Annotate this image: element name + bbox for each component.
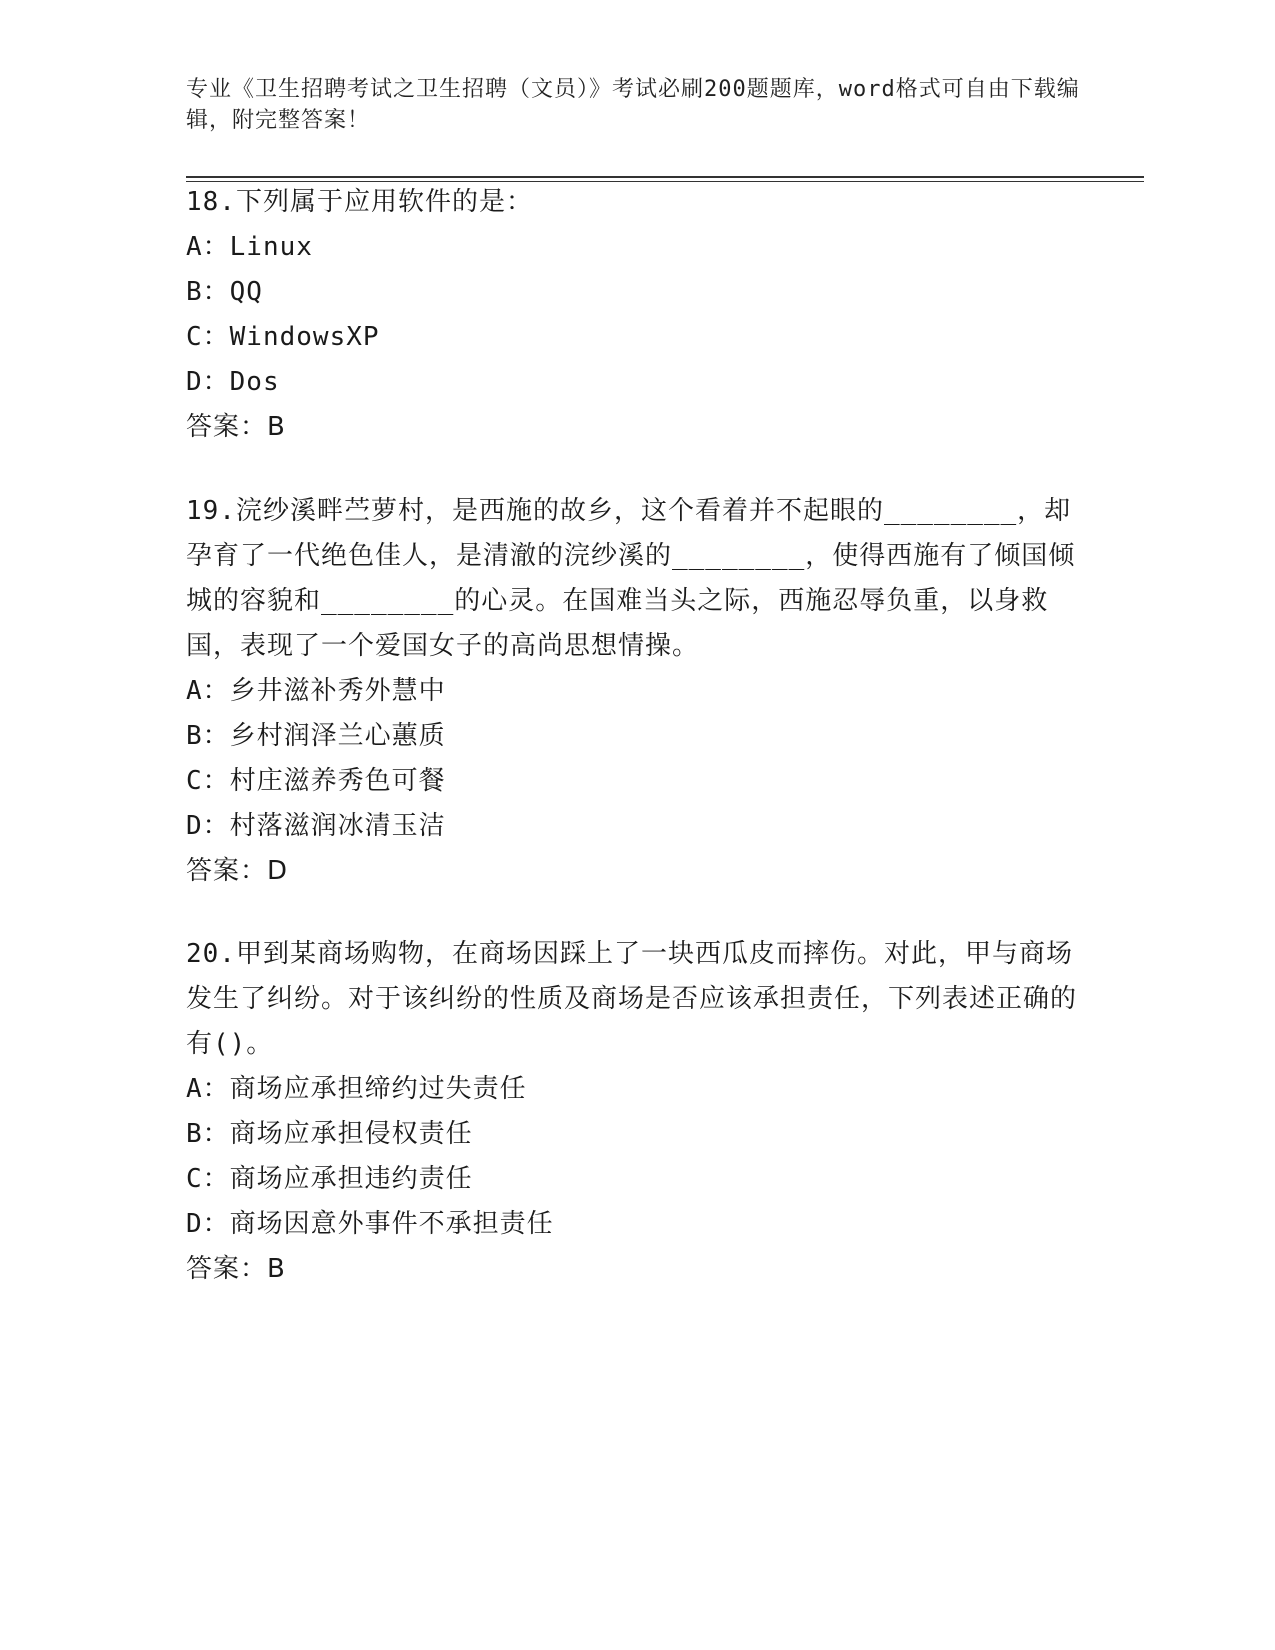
option-b: B：商场应承担侵权责任 bbox=[186, 1119, 473, 1149]
document-header: 专业《卫生招聘考试之卫生招聘（文员）》考试必刷200题题库，word格式可自由下载编辑，附完整答案！ bbox=[186, 77, 1080, 133]
option-b: B：乡村润泽兰心蕙质 bbox=[186, 721, 446, 751]
option-a: A：商场应承担缔约过失责任 bbox=[186, 1074, 527, 1104]
header-divider-thick bbox=[186, 176, 1144, 178]
answer-text: 答案：B bbox=[186, 412, 286, 442]
question-stem: 20.甲到某商场购物，在商场因踩上了一块西瓜皮而摔伤。对此，甲与商场发生了纠纷。对于该纠纷的性质及商场是否应该承担责任，下列表述正确的有()。 bbox=[186, 939, 1078, 1059]
option-d: D：商场因意外事件不承担责任 bbox=[186, 1209, 554, 1239]
option-d: D：Dos bbox=[186, 367, 280, 397]
answer-text: 答案：D bbox=[186, 856, 289, 886]
option-c: C：村庄滋养秀色可餐 bbox=[186, 766, 446, 796]
option-d: D：村落滋润冰清玉洁 bbox=[186, 811, 446, 841]
option-b: B：QQ bbox=[186, 277, 263, 307]
question-18 bbox=[186, 180, 1086, 450]
answer-text: 答案：B bbox=[186, 1254, 286, 1284]
option-a: A：Linux bbox=[186, 232, 313, 262]
option-c: C：商场应承担违约责任 bbox=[186, 1164, 473, 1194]
question-stem: 19.浣纱溪畔苎萝村，是西施的故乡，这个看着并不起眼的________，却孕育了一代绝色佳人，是清澈的浣纱溪的________，使得西施有了倾国倾城的容貌和________的心灵。在国难当头之际，西施忍辱负重，以身救国，表现了一个爱国女子的高尚思想情操。 bbox=[186, 496, 1076, 661]
option-c: C：WindowsXP bbox=[186, 322, 380, 352]
question-19 bbox=[186, 489, 1086, 894]
question-20 bbox=[186, 932, 1086, 1292]
option-a: A：乡井滋补秀外慧中 bbox=[186, 676, 446, 706]
question-stem: 18.下列属于应用软件的是： bbox=[186, 187, 533, 217]
